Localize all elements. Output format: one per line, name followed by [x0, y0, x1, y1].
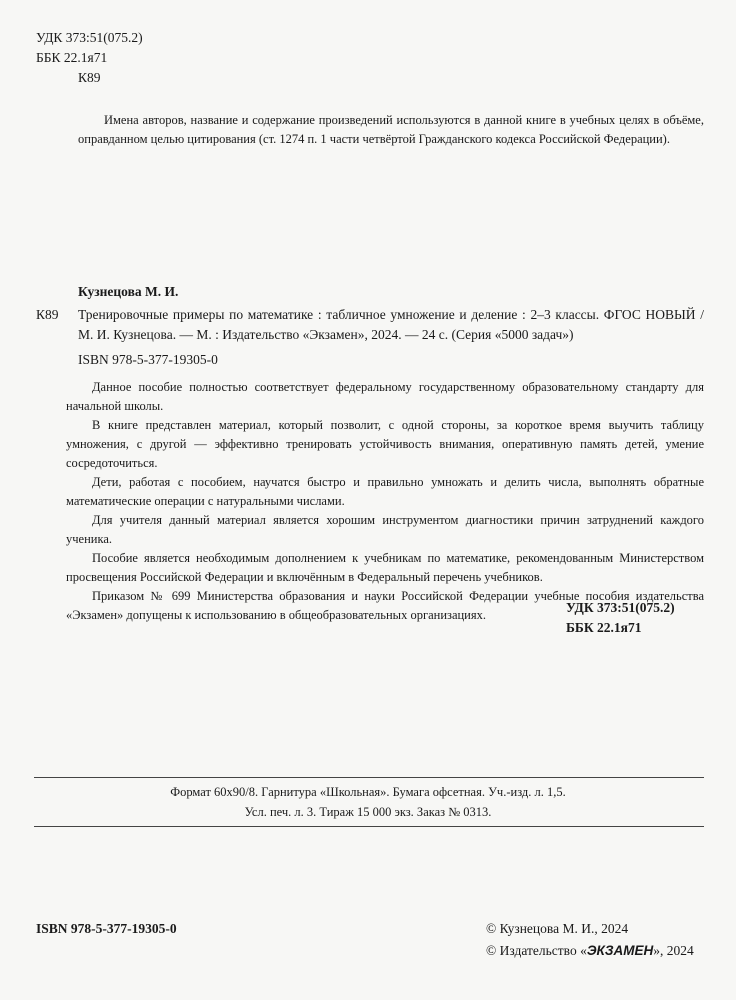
catalog-author: Кузнецова М. И. [78, 284, 179, 299]
copyright-notice: Имена авторов, название и содержание произведений используются в данной книге в учебных целях в объёме, оправданном целью цитирования (ст. 1274 п. 1 части четвёртой Гражданского кодекса Российской Федерации). [78, 113, 704, 146]
annotation-paragraph: В книге представлен материал, который позволит, с одной стороны, за короткое время выучить таблицу умножения, с другой — эффективно тренировать устойчивость внимания, оперативную память детей, умение сосредоточиться. [66, 418, 704, 470]
annotation-paragraph: Дети, работая с пособием, научатся быстро и правильно умножать и делить числа, выполнять обратные математические операции с натуральными числами. [66, 475, 704, 508]
annotation-paragraph: Для учителя данный материал является хорошим инструментом диагностики причин затруднений каждого ученика. [66, 513, 704, 546]
codes-right-udk: УДК 373:51(075.2) [566, 600, 675, 615]
publisher-name: ЭКЗАМЕН [586, 943, 654, 958]
imprint-bottom-divider [34, 826, 704, 827]
catalog-mark: К89 [36, 307, 59, 322]
copyright-prefix: © Издательство « [486, 943, 587, 958]
catalog-isbn: ISBN 978-5-377-19305-0 [78, 352, 218, 367]
footer-copyright-publisher [486, 941, 694, 961]
footer-isbn: ISBN 978-5-377-19305-0 [36, 921, 177, 936]
catalog-description: Тренировочные примеры по математике : табличное умножение и деление : 2–3 классы. ФГОС НОВЫЙ / М. И. Кузнецова. — М. : Издательство «Экзамен», 2024. — 24 с. (Серия «5000 задач») [78, 307, 704, 342]
top-author-mark: К89 [78, 70, 101, 85]
imprint-line-2: Усл. печ. л. 3. Тираж 15 000 экз. Заказ № 0313. [244, 805, 492, 819]
imprint-top-divider [34, 777, 704, 778]
imprint-line-1: Формат 60х90/8. Гарнитура «Школьная». Бумага офсетная. Уч.-изд. л. 1,5. [170, 785, 566, 799]
codes-right-bbk: ББК 22.1я71 [566, 620, 642, 635]
copyright-suffix: », 2024 [653, 943, 694, 958]
annotation [66, 378, 704, 625]
annotation-paragraph: Данное пособие полностью соответствует федеральному государственному образовательному стандарту для начальной школы. [66, 380, 704, 413]
top-udk: УДК 373:51(075.2) [36, 30, 143, 45]
annotation-paragraph: Приказом № 699 Министерства образования и науки Российской Федерации учебные пособия издательства «Экзамен» допущены к использованию в общеобразовательных организациях. [66, 589, 704, 622]
footer-copyright-author: © Кузнецова М. И., 2024 [486, 921, 629, 936]
top-bbk: ББК 22.1я71 [36, 50, 108, 65]
annotation-paragraph: Пособие является необходимым дополнением к учебникам по математике, рекомендованным Министерством просвещения Российской Федерации и включённым в Федеральный перечень учебников. [66, 551, 704, 584]
